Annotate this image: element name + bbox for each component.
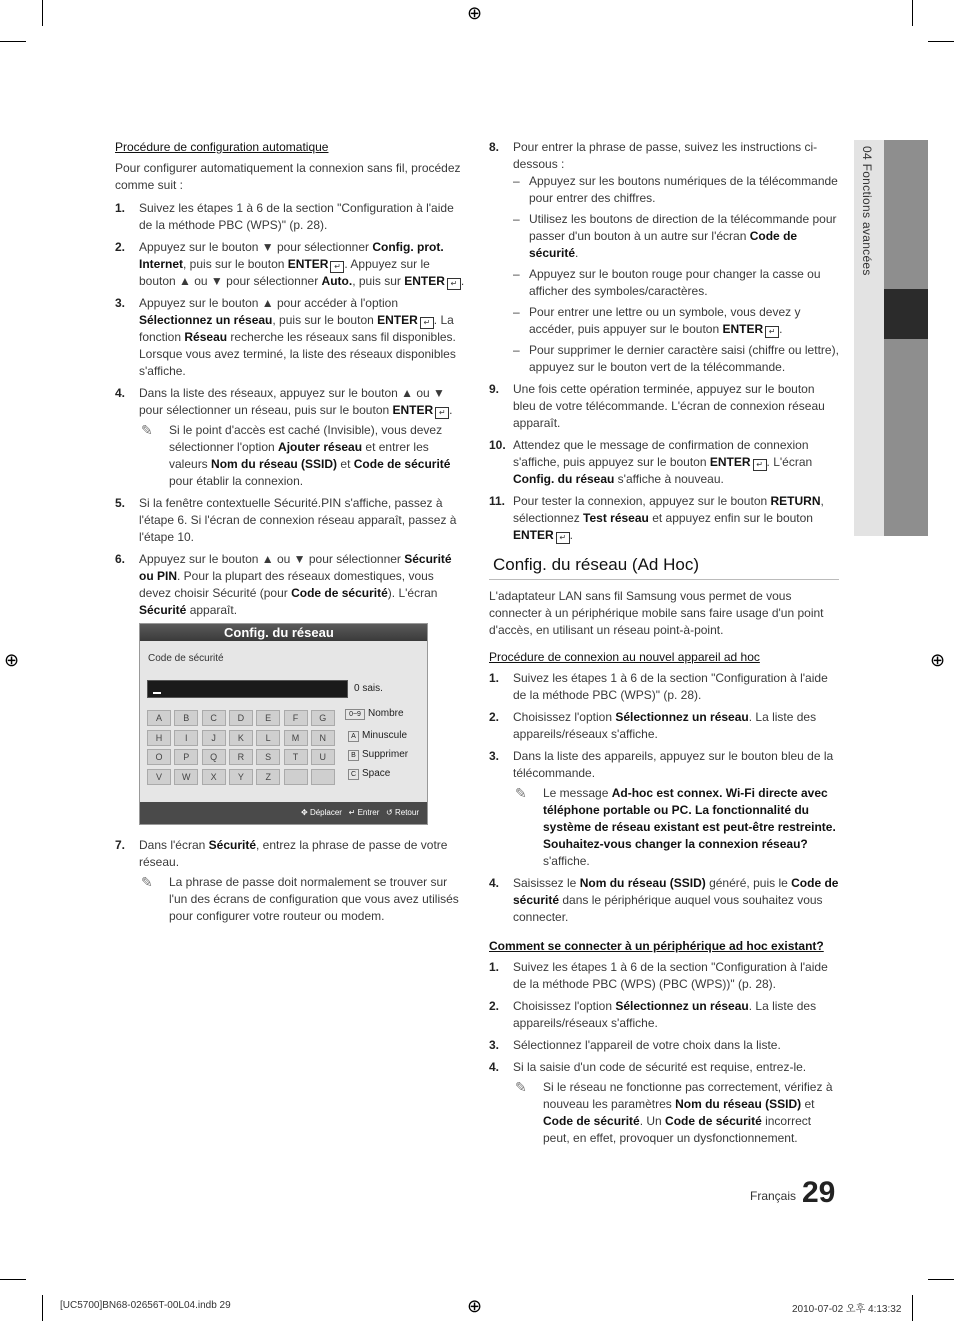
- key[interactable]: Y: [229, 769, 253, 785]
- note-pencil-icon: ✎: [515, 785, 527, 801]
- dash-item: – Pour supprimer le dernier caractère saisi (chiffre ou lettre), appuyez sur le bouton vert de la télécommande.: [513, 343, 839, 374]
- security-code-screen: [139, 623, 428, 825]
- step-1: 1. Suivez les étapes 1 à 6 de la section "Configuration à l'aide de la méthode PBC (WPS)" (p. 28).: [115, 201, 454, 232]
- key[interactable]: B: [174, 710, 198, 726]
- intro-text: Pour configurer automatiquement la connexion sans fil, procédez comme suit :: [115, 161, 461, 192]
- enter-icon: ↵: [435, 407, 449, 419]
- step-9: 9. Une fois cette opération terminée, appuyez sur le bouton bleu de votre télécommande. L'écran de connexion réseau apparaît.: [489, 382, 825, 430]
- key[interactable]: V: [147, 769, 171, 785]
- chapter-tab-label: 04 Fonctions avancées: [860, 146, 874, 276]
- section-heading: Config. du réseau (Ad Hoc): [489, 556, 839, 580]
- registration-mark-icon: ⊕: [467, 1296, 483, 1316]
- dash-item: – Pour entrer une lettre ou un symbole, vous devez y accéder, puis appuyer sur le bouton ENTER ↵ .: [513, 305, 801, 336]
- left-column-bottom: [115, 837, 467, 930]
- dash-item: – Appuyez sur les boutons numériques de la télécommande pour entrer des chiffres.: [513, 174, 838, 205]
- adhoc-existing-step-3: 3. Sélectionnez l'appareil de votre choix dans la liste.: [489, 1038, 781, 1052]
- adhoc-existing-step-1: 1. Suivez les étapes 1 à 6 de la section "Configuration à l'aide de la méthode PBC (WPS) (PBC (WPS))" (p. 28).: [489, 960, 828, 991]
- enter-icon: ↵: [348, 808, 356, 817]
- step-4: 4. Dans la liste des réseaux, appuyez sur le bouton ▲ ou ▼ pour sélectionner un réseau, puis sur le bouton ENTER ↵ . ✎ Si le point d'accès est caché (Invisible), vous devez sélectionner l'option Ajouter réseau et entrer les valeurs Nom du réseau (SSID) et Code de sécurité pour établir la connexion.: [115, 385, 467, 490]
- key[interactable]: Q: [202, 749, 226, 765]
- right-column: [489, 139, 839, 1152]
- key[interactable]: H: [147, 730, 171, 746]
- button-a-icon: A: [348, 731, 359, 742]
- intro-text: L'adaptateur LAN sans fil Samsung vous permet de vous connecter à un périphérique mobile sans faire usage d'un point d'accès, en utilisant un réseau point-à-point.: [489, 589, 824, 637]
- note: ✎ Si le point d'accès est caché (Invisible), vous devez sélectionner l'option Ajouter réseau et entrer les valeurs Nom du réseau (SSID) et Code de sécurité pour établir la connexion.: [141, 422, 451, 488]
- key[interactable]: W: [174, 769, 198, 785]
- chapter-tab-bar: [884, 140, 928, 536]
- step-2: 2. Appuyez sur le bouton ▼ pour sélectionner Config. prot. Internet, puis sur le bouton ENTER ↵ . Appuyez sur le bouton ▲ ou ▼ pour sélectionner Auto., puis sur ENTER ↵ .: [115, 240, 465, 288]
- button-b-icon: B: [348, 750, 359, 761]
- number-icon: 0~9: [345, 709, 365, 720]
- enter-icon: ↵: [447, 278, 461, 290]
- enter-icon: ↵: [753, 459, 767, 471]
- step-8: 8. Pour entrer la phrase de passe, suivez les instructions ci-dessous : – Appuyez sur les boutons numériques de la télécommande pour entrer des chiffres. – Utilisez les boutons de direction de la télécommande pour passer d'un bouton à un autre sur l'écran Code de sécurité. – Appuyez sur le bouton rouge pour changer la casse ou afficher des symboles/caractères. – Pour entrer une lettre ou un symbole, vous devez y accéder, puis appuyer sur le bouton ENTER ↵ . – Pour supprimer le dernier caractère saisi (chiffre ou lettre), appuyez sur le bouton vert de la télécommande.: [489, 140, 839, 374]
- registration-mark-icon: ⊕: [4, 650, 20, 670]
- security-code-input[interactable]: [147, 680, 348, 698]
- enter-icon: ↵: [765, 326, 779, 338]
- key[interactable]: K: [229, 730, 253, 746]
- key[interactable]: S: [256, 749, 280, 765]
- note: ✎ Si le réseau ne fonctionne pas correctement, vérifiez à nouveau les paramètres Nom du réseau (SSID) et Code de sécurité. Un Code de sécurité incorrect peut, en effet, provoquer un dysfonctionnement.: [515, 1079, 833, 1145]
- key[interactable]: G: [311, 710, 335, 726]
- enter-icon: ↵: [556, 532, 570, 544]
- page-language: Français: [750, 1189, 797, 1203]
- print-date: 2010-07-02 오후 4:13:32: [792, 1304, 902, 1315]
- adhoc-new-step-2: 2. Choisissez l'option Sélectionnez un réseau. La liste des appareils/réseaux s'affiche.: [489, 710, 817, 741]
- option-number[interactable]: 0~9 Nombre: [345, 708, 404, 720]
- key[interactable]: R: [229, 749, 253, 765]
- subsection-title: Procédure de connexion au nouvel appareil ad hoc: [489, 650, 760, 664]
- note: ✎ Le message Ad-hoc est connex. Wi-Fi directe avec téléphone portable ou PC. La fonctionnalité du système de réseau existant est peut-être restreinte. Souhaitez-vous changer la connexion réseau? s'affiche.: [515, 785, 836, 868]
- enter-icon: ↵: [330, 261, 344, 273]
- key[interactable]: X: [202, 769, 226, 785]
- screen-footer: ✥ Déplacer ↵ Entrer ↺ Retour: [140, 802, 427, 824]
- step-11: 11. Pour tester la connexion, appuyez sur le bouton RETURN, sélectionnez Test réseau et appuyez enfin sur le bouton ENTER ↵ .: [489, 494, 824, 542]
- note: ✎ La phrase de passe doit normalement se trouver sur l'un des écrans de configuration que vous avez utilisés pour configurer votre routeur ou modem.: [141, 874, 459, 923]
- key[interactable]: I: [174, 730, 198, 746]
- note-pencil-icon: ✎: [515, 1079, 527, 1095]
- key[interactable]: J: [202, 730, 226, 746]
- step-3: 3. Appuyez sur le bouton ▲ pour accéder à l'option Sélectionnez un réseau, puis sur le bouton ENTER ↵ . La fonction Réseau recherche les réseaux sans fil disponibles. Lorsque vous avez terminé, la liste des réseaux disponibles s'affiche.: [115, 296, 456, 378]
- key[interactable]: Z: [256, 769, 280, 785]
- note-pencil-icon: ✎: [141, 874, 153, 890]
- dash-item: – Utilisez les boutons de direction de la télécommande pour passer d'un bouton à un autre sur l'écran Code de sécurité.: [513, 212, 837, 260]
- screen-title: Config. du réseau: [140, 624, 427, 641]
- key[interactable]: A: [147, 710, 171, 726]
- key[interactable]: C: [202, 710, 226, 726]
- key[interactable]: [284, 769, 308, 785]
- option-delete[interactable]: B Supprimer: [348, 749, 408, 761]
- key[interactable]: D: [229, 710, 253, 726]
- return-icon: ↺: [386, 808, 393, 817]
- key[interactable]: P: [174, 749, 198, 765]
- adhoc-new-step-1: 1. Suivez les étapes 1 à 6 de la section "Configuration à l'aide de la méthode PBC (WPS)" (p. 28).: [489, 671, 828, 702]
- note-pencil-icon: ✎: [141, 422, 153, 438]
- field-label: Code de sécurité: [148, 653, 224, 664]
- enter-icon: ↵: [420, 317, 434, 329]
- key[interactable]: E: [256, 710, 280, 726]
- section-title: Procédure de configuration automatique: [115, 140, 329, 154]
- character-count: 0 sais.: [354, 683, 383, 694]
- key[interactable]: [311, 769, 335, 785]
- adhoc-new-step-3: 3. Dans la liste des appareils, appuyez sur le bouton bleu de la télécommande. ✎ Le message Ad-hoc est connex. Wi-Fi directe avec téléphone portable ou PC. La fonctionnalité du système de réseau existant est peut-être restreinte. Souhaitez-vous changer la connexion réseau? s'affiche.: [489, 748, 839, 870]
- key[interactable]: O: [147, 749, 171, 765]
- move-icon: ✥: [301, 808, 308, 817]
- key[interactable]: M: [284, 730, 308, 746]
- option-lowercase[interactable]: A Minuscule: [348, 730, 407, 742]
- key[interactable]: L: [256, 730, 280, 746]
- left-column: [115, 139, 467, 624]
- button-c-icon: C: [348, 769, 359, 780]
- step-10: 10. Attendez que le message de confirmation de connexion s'affiche, puis appuyez sur le bouton ENTER ↵ . L'écran Config. du réseau s'affiche à nouveau.: [489, 438, 813, 486]
- print-file-info: [UC5700]BN68-02656T-00L04.indb 29: [60, 1300, 231, 1311]
- key[interactable]: U: [311, 749, 335, 765]
- step-7: 7. Dans l'écran Sécurité, entrez la phrase de passe de votre réseau. ✎ La phrase de passe doit normalement se trouver sur l'un des écrans de configuration que vous avez utilisés pour configurer votre routeur ou modem.: [115, 837, 467, 925]
- key[interactable]: N: [311, 730, 335, 746]
- subsection-title: Comment se connecter à un périphérique ad hoc existant?: [489, 939, 824, 953]
- registration-mark-icon: ⊕: [930, 650, 946, 670]
- page-number: 29: [802, 1176, 836, 1209]
- adhoc-existing-step-2: 2. Choisissez l'option Sélectionnez un réseau. La liste des appareils/réseaux s'affiche.: [489, 999, 817, 1030]
- dash-item: – Appuyez sur le bouton rouge pour changer la casse ou afficher des symboles/caractères.: [513, 267, 821, 298]
- option-space[interactable]: C Space: [348, 768, 390, 780]
- key[interactable]: T: [284, 749, 308, 765]
- step-6: 6. Appuyez sur le bouton ▲ ou ▼ pour sélectionner Sécurité ou PIN. Pour la plupart des réseaux domestiques, vous devez choisir Sécurité (pour Code de sécurité). L'écran Sécurité apparaît.: [115, 552, 452, 617]
- key[interactable]: F: [284, 710, 308, 726]
- adhoc-existing-step-4: 4. Si la saisie d'un code de sécurité est requise, entrez-le. ✎ Si le réseau ne fonctionne pas correctement, vérifiez à nouveau les paramètres Nom du réseau (SSID) et Code de sécurité. Un Code de sécurité incorrect peut, en effet, provoquer un dysfonctionnement.: [489, 1059, 839, 1147]
- step-5: 5. Si la fenêtre contextuelle Sécurité.PIN s'affiche, passez à l'étape 6. Si l'écran de connexion réseau apparaît, passez à l'étape 10.: [115, 496, 457, 544]
- registration-mark-icon: ⊕: [467, 3, 483, 23]
- adhoc-new-step-4: 4. Saisissez le Nom du réseau (SSID) généré, puis le Code de sécurité dans le périphérique auquel vous souhaitez vous connecter.: [489, 876, 839, 924]
